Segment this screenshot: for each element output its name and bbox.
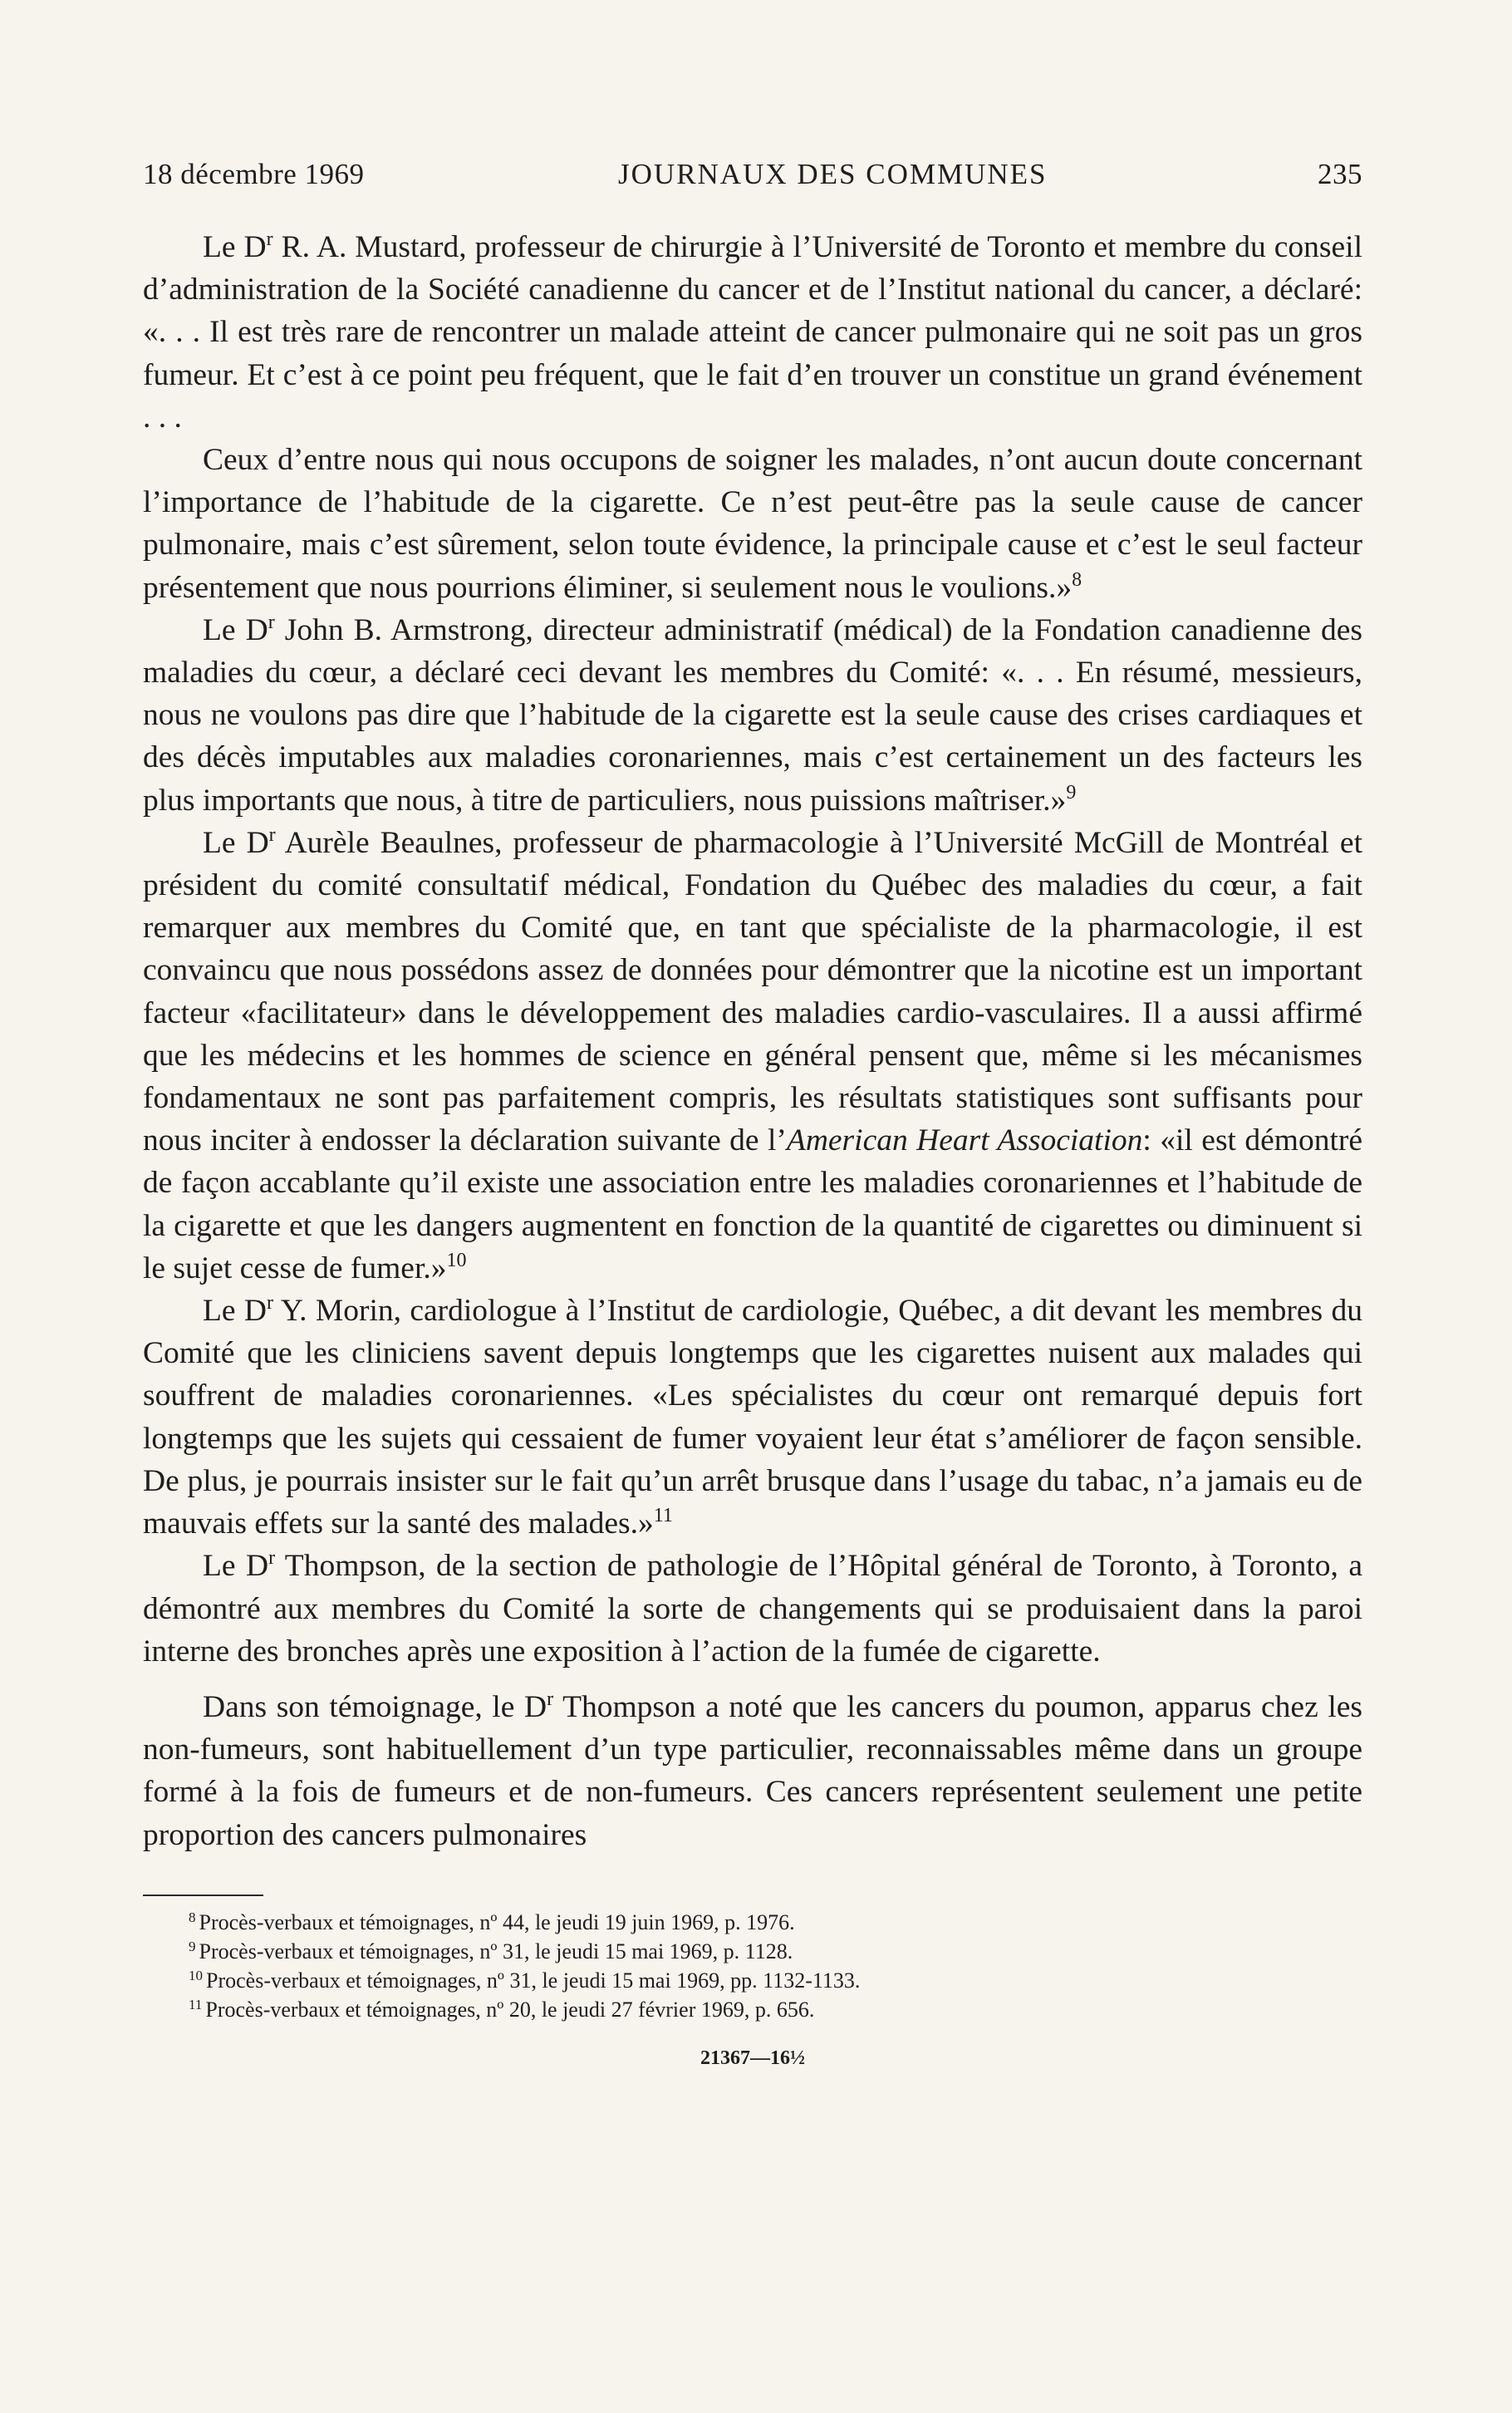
footnote-mark: 8 [189,1909,196,1925]
superscript: r [266,229,273,250]
paragraph [143,822,1362,1290]
text-run: Aurèle Beaulnes, professeur de pharmacologie à l’Université McGill de Montréal et président du comité consultatif médical, Fondation du Québec des maladies du cœur, a fait remarquer aux membres du Comité que, en tant que spécialiste de la pharmacologie, il est convaincu que nous possédons assez de données pour démontrer que la nicotine est un important facteur «facilitateur» dans le développement des maladies cardio-vasculaires. Il a aussi affirmé que les médecins et les hommes de science en général pensent que, même si les mécanismes fondamentaux ne sont pas parfaitement compris, les résultats statistiques sont suffisants pour nous inciter à endosser la déclaration suivante de l’ [143,825,1362,1158]
paragraph [143,609,1362,822]
paragraph [143,1545,1362,1673]
footnote-mark: 10 [189,1967,203,1983]
footnote-mark: 11 [189,1996,203,2012]
footnote-mark: 9 [189,1938,196,1954]
text-run: : «il est démontré de façon accablante qu’il existe une association entre les maladies coronariennes et l’habitude de la cigarette et que les dangers augmentent en fonction de la quantité de cigarettes ou diminuent si le sujet cesse de fumer.» [143,1123,1363,1285]
printer-signature: 21367—16½ [700,2047,805,2069]
italic-text: American Heart Association [786,1123,1143,1158]
footnotes [143,1908,1362,2024]
header-date: 18 décembre 1969 [143,158,365,190]
superscript: r [268,823,276,846]
paragraph [143,226,1362,439]
text-run: Thompson, de la section de pathologie de l’Hôpital général de Toronto, à Toronto, a démontré aux membres du Comité la sorte de changements qui se produisaient dans la paroi interne des bronches après une exposition à l’action de la fumée de cigarette. [143,1549,1362,1668]
text-run: Y. Morin, cardiologue à l’Institut de cardiologie, Québec, a dit devant les membres du Comité que les cliniciens savent depuis longtemps que les cigarettes nuisent aux malades qui souffrent de maladies coronariennes. «Les spécialistes du cœur ont remarqué depuis fort longtemps que les sujets qui cessaient de fumer voyaient leur état s’améliorer de façon sensible. De plus, je pourrais insister sur le fait qu’un arrêt brusque dans l’usage du tabac, n’a jamais eu de mauvais effets sur la santé des malades.» [143,1294,1362,1541]
footnote-rule [143,1895,263,1896]
footnote [143,1966,1362,1995]
text-run: Thompson a noté que les cancers du poumon, apparus chez les non-fumeurs, sont habituellement d’un type particulier, reconnaissables même dans un groupe formé à la fois de fumeurs et de non-fumeurs. Ces cancers représentent seulement une petite proportion des cancers pulmonaires [143,1689,1362,1852]
paragraph [143,1686,1362,1856]
text-run: Le D [203,1294,267,1329]
superscript: 10 [446,1249,467,1271]
text-run: Le D [203,612,268,647]
footnote [143,1908,1362,1937]
text-run: Le D [203,1549,269,1584]
paragraph [143,439,1362,609]
text-run: Le D [203,825,269,860]
footnote [143,1937,1362,1966]
superscript: 9 [1066,781,1077,804]
paragraph [143,1290,1362,1545]
text-run: Le D [203,230,267,264]
running-header [143,158,1362,191]
header-page-number: 235 [1318,158,1362,190]
footnote-text: Procès-verbaux et témoignages, nº 20, le jeudi 27 février 1969, p. 656. [205,1997,815,2022]
footnote-text: Procès-verbaux et témoignages, nº 44, le jeudi 19 juin 1969, p. 1976. [199,1909,795,1934]
superscript: r [547,1688,554,1710]
footnote-text: Procès-verbaux et témoignages, nº 31, le jeudi 15 mai 1969, pp. 1132-1133. [206,1968,861,1993]
text-run: R. A. Mustard, professeur de chirurgie à l’Université de Toronto et membre du conseil d’administration de la Société canadienne du cancer et de l’Institut national du cancer, a déclaré: «. . . Il est très rare de rencontrer un malade atteint de cancer pulmonaire qui ne soit pas un gros fumeur. Et c’est à ce point peu fréquent, que le fait d’en trouver un constitue un grand événement . . . [143,230,1362,435]
text-run: John B. Armstrong, directeur administratif (médical) de la Fondation canadienne des maladies du cœur, a déclaré ceci devant les membres du Comité: «. . . En résumé, messieurs, nous ne voulons pas dire que l’habitude de la cigarette est la seule cause des crises cardiaques et des décès imputables aux maladies coronariennes, mais c’est certainement un des facteurs les plus importants que nous, à titre de particuliers, nous puissions maîtriser.» [143,612,1362,818]
superscript: r [268,1547,276,1570]
superscript: 11 [653,1505,673,1527]
superscript: r [266,1292,273,1315]
header-title: JOURNAUX DES COMMUNES [618,158,1048,190]
superscript: r [268,611,275,633]
footnote [143,1995,1362,2024]
text-run: Ceux d’entre nous qui nous occupons de soigner les malades, n’ont aucun doute concernant l’importance de l’habitude de la cigarette. Ce n’est peut-être pas la seule cause de cancer pulmonaire, mais c’est sûrement, selon toute évidence, la principale cause et c’est le seul facteur présentement que nous pourrions éliminer, si seulement nous le voulions.» [143,443,1362,605]
footnote-text: Procès-verbaux et témoignages, nº 31, le jeudi 15 mai 1969, p. 1128. [199,1939,793,1963]
superscript: 8 [1072,568,1082,591]
body-text [143,226,1362,1856]
text-run: Dans son témoignage, le D [203,1689,547,1724]
